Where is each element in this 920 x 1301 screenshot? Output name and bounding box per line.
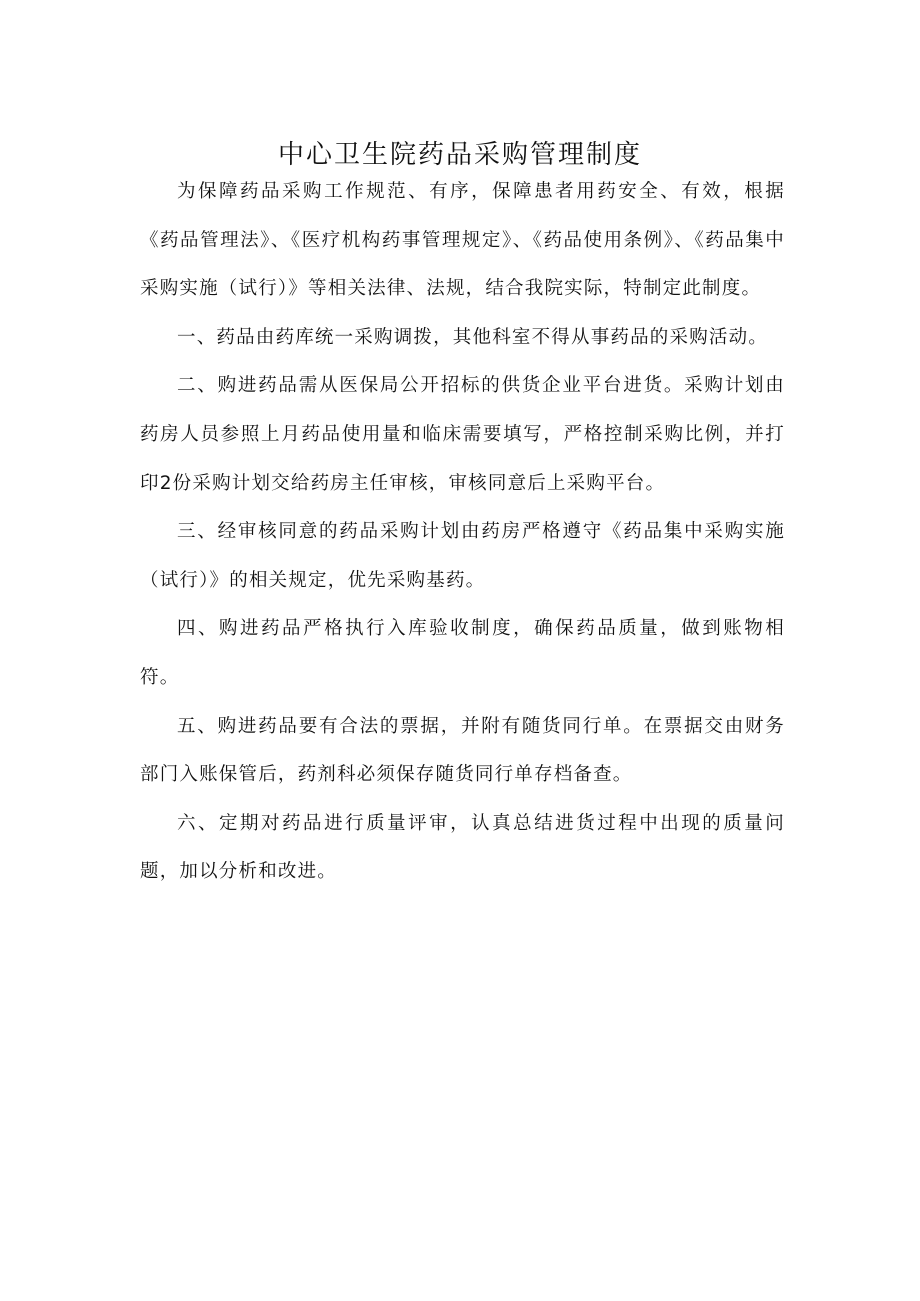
rule-paragraph-5: 五、购进药品要有合法的票据，并附有随货同行单。在票据交由财务部门入账保管后，药剂科必须保存随货同行单存档备查。 xyxy=(140,715,785,786)
rule-paragraph-4: 四、购进药品严格执行入库验收制度，确保药品质量，做到账物相符。 xyxy=(140,618,785,688)
document-title: 中心卫生院药品采购管理制度 xyxy=(277,140,642,171)
rule-paragraph-6: 六、定期对药品进行质量评审，认真总结进货过程中出现的质量问题，加以分析和改进。 xyxy=(140,812,785,883)
intro-paragraph: 为保障药品采购工作规范、有序，保障患者用药安全、有效，根据《药品管理法》、《医疗机构药事管理规定》、《药品使用条例》、《药品集中采购实施（试行）》等相关法律、法规，结合我院实际，特制定此制度。 xyxy=(140,181,785,300)
document-body xyxy=(140,168,785,897)
rule-paragraph-1: 一、药品由药库统一采购调拨，其他科室不得从事药品的采购活动。 xyxy=(177,326,769,348)
rule-paragraph-3: 三、经审核同意的药品采购计划由药房严格遵守《药品集中采购实施（试行）》的相关规定，优先采购基药。 xyxy=(140,521,785,591)
rule-paragraph-2: 二、购进药品需从医保局公开招标的供货企业平台进货。采购计划由药房人员参照上月药品使用量和临床需要填写，严格控制采购比例，并打印2份采购计划交给药房主任审核，审核同意后上采购平台。 xyxy=(140,375,785,494)
